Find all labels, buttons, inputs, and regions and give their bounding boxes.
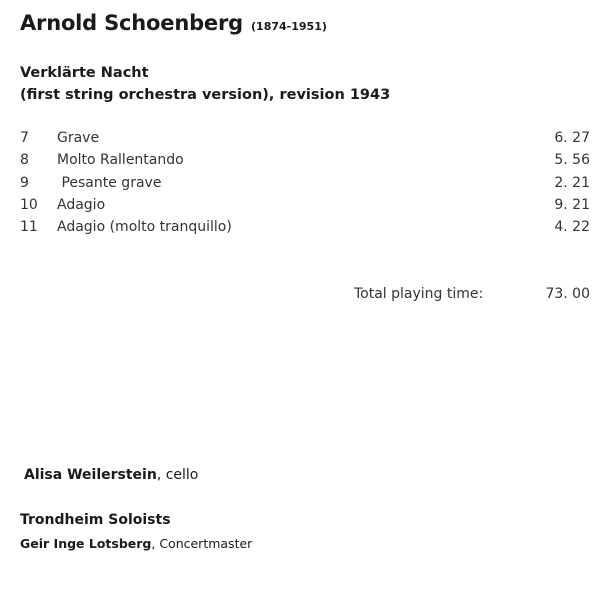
track-duration: 9. 21 — [554, 197, 590, 213]
total-value: 73. 00 — [545, 286, 590, 302]
track-title: Pesante grave — [57, 175, 162, 191]
track-number: 10 — [20, 197, 38, 213]
track-title: Grave — [57, 130, 100, 146]
track-title: Adagio (molto tranquillo) — [57, 219, 232, 235]
soloist-name: Alisa Weilerstein — [24, 467, 157, 483]
track-duration: 5. 56 — [554, 152, 590, 168]
track-number: 7 — [20, 130, 29, 146]
track-row — [20, 219, 590, 239]
track-row — [20, 175, 590, 195]
total-playing-time — [0, 286, 590, 306]
track-title: Adagio — [57, 197, 106, 213]
composer-name: Arnold Schoenberg — [20, 11, 243, 35]
soloist-role: , cello — [156, 467, 199, 483]
track-number: 9 — [20, 175, 29, 191]
track-number: 8 — [20, 152, 29, 168]
work-subtitle: (first string orchestra version), revision 1943 — [20, 87, 391, 103]
total-label: Total playing time: — [354, 286, 484, 302]
track-duration: 2. 21 — [554, 175, 590, 191]
track-duration: 6. 27 — [554, 130, 590, 146]
composer-heading — [20, 11, 327, 35]
track-title: Molto Rallentando — [57, 152, 184, 168]
track-number: 11 — [20, 219, 38, 235]
leader-credit — [20, 536, 252, 551]
track-row — [20, 197, 590, 217]
ensemble-name: Trondheim Soloists — [20, 512, 171, 528]
work-title: Verklärte Nacht — [20, 65, 149, 81]
track-duration: 4. 22 — [554, 219, 590, 235]
leader-role: , Concertmaster — [151, 536, 253, 551]
track-row — [20, 152, 590, 172]
work-heading — [20, 62, 390, 106]
leader-name: Geir Inge Lotsberg — [20, 536, 152, 551]
soloist-credit — [24, 467, 198, 483]
track-row — [20, 130, 590, 150]
composer-dates: (1874-1951) — [251, 20, 327, 33]
